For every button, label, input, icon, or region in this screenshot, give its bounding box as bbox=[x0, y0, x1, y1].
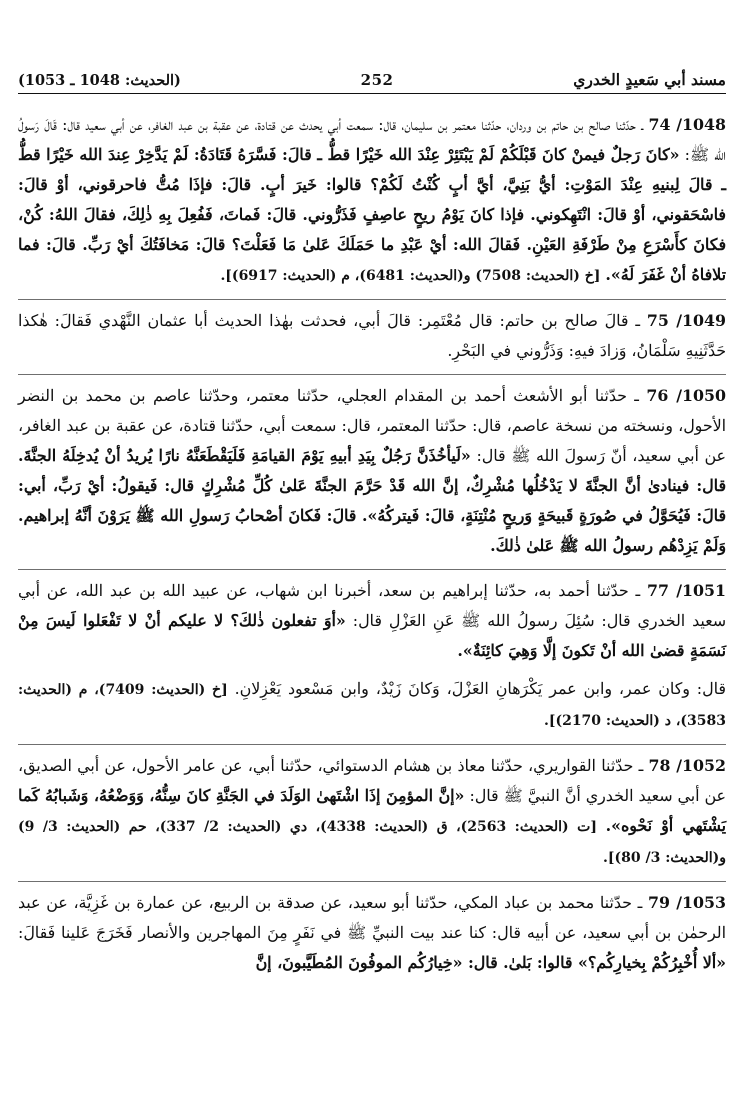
header-rule bbox=[18, 93, 726, 94]
hadith-entry-1050 bbox=[18, 375, 726, 570]
page-number: 252 bbox=[360, 71, 394, 89]
isnad-text: ـ قالَ صالح بن حاتم: قال مُعْتَمِر: قالَ أبي، فحدثت بهٰذا الحديث أبا عثمان النَّهْدي فَقالَ: هٰكذا حَدَّثَنِيهِ سَلْمَانُ، وَزادَ فيهِ: وَذَرُّوني في البَحْرِ. bbox=[18, 311, 726, 360]
isnad-text: ـ حدّثنا القواريري، حدّثنا معاذ بن هشام الدستوائي، حدّثنا أبي، عن عامر الأحول، عن أبي الصديق، عن أبي سعيد الخدري أنَّ النبيَّ ﷺ قال: bbox=[18, 756, 726, 805]
hadith-number: 1051/ 77 bbox=[646, 581, 726, 600]
note-text: قال: وكان عمر، وابن عمر يَكْرَهانِ العَزْلَ، وَكانَ زَيْدٌ، وابن مَسْعود يَعْزِلانِ. bbox=[234, 679, 726, 698]
hadith-number: 1050/ 76 bbox=[646, 386, 726, 405]
hadith-number: 1048/ 74 bbox=[648, 115, 726, 134]
book-page bbox=[18, 70, 726, 986]
hadith-entry-1053 bbox=[18, 882, 726, 986]
hadith-range: (الحديث: 1048 ـ 1053) bbox=[18, 72, 181, 89]
hadith-text: «لَيأخُذَنَّ رَجُلٌ بِيَدِ أبيهِ يَوْمَ القيامَةِ فَلَيَقْطَعَنَّهُ نارًا يُريدُ أنْ يُدخِلَهُ الجنَّةَ. قال: فينادىٰ أنَّ الجنَّةَ لا يَدْخُلُها مُشْرِكٌ، إنَّ الله قَدْ حَرَّمَ الجنَّةَ عَلىٰ كُلِّ مُشْرِكٍ قال: فَيقولُ: أيْ رَبِّ، أبي: قالَ: فَيُحَوَّلُ في صُورَةٍ قَبيحَةٍ وَريحٍ مُنْتِنَةٍ، قالَ: فَيتركُهُ». قالَ: فَكانَ أصْحابُ رَسولِ الله ﷺ يَرَوْنَ أنَّهُ إبراهيم. وَلَمْ يَزِدْهُم رسولُ الله ﷺ عَلىٰ ذٰلكَ. bbox=[18, 446, 726, 555]
page-header bbox=[18, 70, 726, 93]
hadith-number: 1049/ 75 bbox=[646, 311, 726, 330]
hadith-number: 1053/ 79 bbox=[648, 893, 726, 912]
hadith-text: «إنَّ المؤمِنَ إذَا اشْتَهىٰ الوَلَدَ في الجَنَّةِ كانَ سِنُّهُ، وَوَضْعُهُ، وَشَبابُهُ كَما يَشْتَهي أوْ نَحْوه». bbox=[18, 786, 726, 835]
isnad-text: ـ حدّثنا أبو الأشعث أحمد بن المقدام العجلي، حدّثنا معتمر، وحدّثنا عاصم بن محمد بن النضر الأحول، ونسخته من نسخة عاصم، قال: حدّثنا المعتمر، قال: سمعت أبي، حدّثنا قتادة، عن عقبة بن عبد الغافر، عن أبي سعيد، أنّ رَسولَ الله ﷺ قال: bbox=[18, 386, 726, 465]
isnad-text: ـ حدّثنا أحمد به، حدّثنا إبراهيم بن سعد، أخبرنا ابن شهاب، عن عبيد الله بن عبد الله، عن أبي سعيد الخدري قال: سُئِلَ رسولُ الله ﷺ عَنِ العَزْلِ قال: bbox=[18, 581, 726, 630]
source-refs: [خ (الحديث: 7508) و(الحديث: 6481)، م (الحديث: 6917)]. bbox=[220, 268, 601, 284]
source-refs: [خ (الحديث: 7409)، م (الحديث: 3583)، د (الحديث: 2170)]. bbox=[18, 682, 726, 729]
isnad-text: ـ حدّثنا صالح بن حاتم بن وردان، حدّثنا معتمر بن سليمان، قال: سمعت أبي يحدث عن قتادة، عن عقبة بن عبد الغافر، عن أبي سعيد قال: قَالَ رَسولُ الله ﷺ: bbox=[18, 115, 726, 164]
hadith-text: «كانَ رَجلٌ فيمنْ كانَ قَبْلَكُمْ لَمْ يَبْتَئِرْ عِنْدَ الله خَيْرًا قطُّ ـ قالَ: فَسَّرَهُ قَتَادَةُ: لَمْ يَدَّخِرْ عِندَ الله خَيْرًا قطُّ ـ قالَ لِبنيهِ عِنْدَ المَوْتِ: أيُّ بَنِيَّ، أيَّ أبٍ كُنْتُ لَكُمْ؟ قالوا: خَيرَ أبٍ. قالَ: فإذَا مُتُّ فاحرقوني، أوْ قالَ: فاسْحَقوني، أوْ قالَ: انْتَهِكوني. فإذا كانَ يَوْمُ ريحٍ عاصِفٍ فَذَرُّوني. قالَ: فَماتَ، فَفُعِلَ بِهِ ذٰلِكَ، فقالَ اللهُ: كُنْ، فكانَ كأَسْرَعِ مِنْ طَرْفَةِ العَيْنِ. فَقالَ الله: أيْ عَبْدِ ما حَمَلَكَ عَلىٰ مَا فَعَلْتَ؟ قالَ: مَخافَتُكَ أيْ رَبِّ. قالَ: فما تلافاهُ أنْ غَفَرَ لَهُ». bbox=[18, 145, 726, 284]
entries-list bbox=[18, 104, 726, 986]
isnad-text: ـ حدّثنا محمد بن عباد المكي، حدّثنا أبو سعيد، عن صدقة بن الربيع، عن عمارة بن غَزِيَّة، عن عبد الرحمٰن بن أبي سعيد، عن أبيه قال: كنا عند بيت النبيِّ ﷺ في نَفَرٍ مِنَ المهاجرين والأنصار فَخَرَجَ عَلينا فَقالَ: bbox=[18, 893, 726, 942]
source-refs: [ت (الحديث: 2563)، ق (الحديث: 4338)، دي (الحديث: 2/ 337)، حم (الحديث: 3/ 9) و(الحديث: 3/ 80)]. bbox=[18, 819, 726, 866]
hadith-entry-1051-note bbox=[18, 668, 726, 745]
hadith-text: «ألا أُخْبِرُكُمْ بِخيارِكُم؟» قالوا: بَلىٰ. قال: «خِيارُكُم الموفُونَ المُطَيَّبونَ، إنَّ bbox=[255, 953, 726, 972]
hadith-text: «أوَ تفعلون ذٰلكَ؟ لا عليكم أنْ لا تَفْعَلوا لَيسَ مِنْ نَسَمَةٍ قضىٰ الله أنْ تَكونَ إلَّا وَهِيَ كائِنَةٌ». bbox=[18, 611, 726, 660]
hadith-entry-1049 bbox=[18, 300, 726, 375]
book-title: مسند أبي سَعيدٍ الخدري bbox=[573, 70, 726, 89]
hadith-entry-1052 bbox=[18, 745, 726, 882]
hadith-entry-1051 bbox=[18, 570, 726, 668]
hadith-entry-1048 bbox=[18, 104, 726, 300]
hadith-number: 1052/ 78 bbox=[648, 756, 726, 775]
